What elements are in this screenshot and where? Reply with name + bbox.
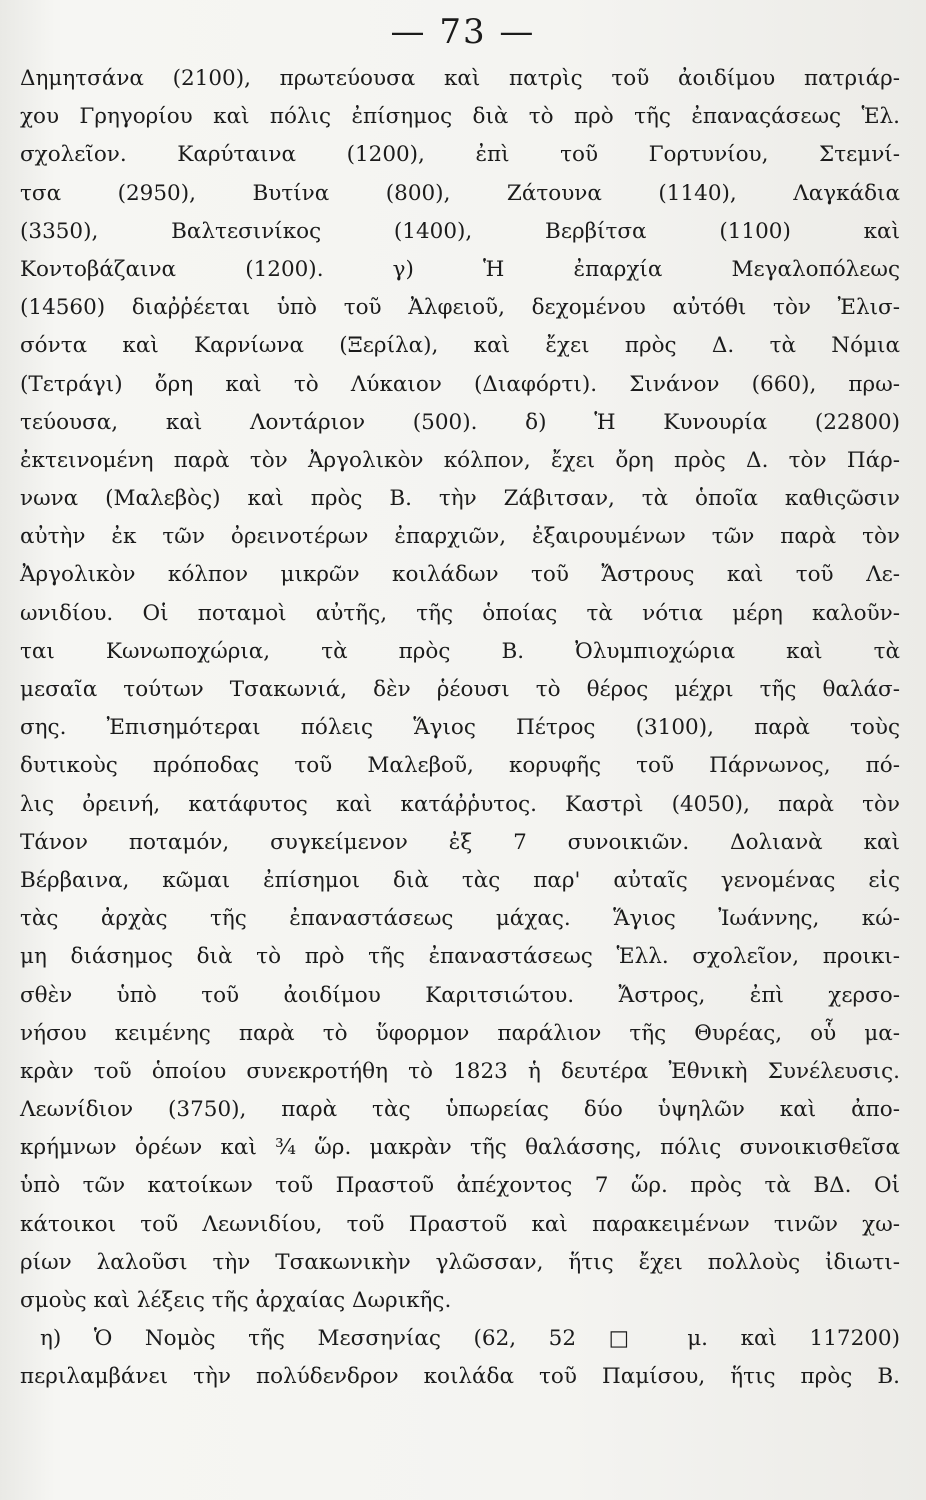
text-line: ὑπὸ τῶν κατοίκων τοῦ Πραστοῦ ἀπέχοντος 7 ὥρ. πρὸς τὰ ΒΔ. Οἱ <box>20 1173 900 1199</box>
text-line: σόντα καὶ Καρνίωνα (Ξερίλα), καὶ ἔχει πρὸς Δ. τὰ Νόμια <box>20 333 900 359</box>
text-line: ωνιδίου. Οἱ ποταμοὶ αὐτῆς, τῆς ὁποίας τὰ νότια μέρη καλοῦν- <box>20 600 900 626</box>
text-line: σθὲν ὑπὸ τοῦ ἀοιδίμου Καριτσιώτου. Ἄστρος, ἐπὶ χερσο- <box>20 982 900 1008</box>
text-line: νωνα (Μαλεβὸς) καὶ πρὸς Β. τὴν Ζάβιτσαν, τὰ ὁποῖα καθιςῶσιν <box>20 486 900 512</box>
text-line: ἐκτεινομένη παρὰ τὸν Ἀργολικὸν κόλπον, ἔχει ὄρη πρὸς Δ. τὸν Πάρ- <box>20 447 900 473</box>
text-line: Λεωνίδιον (3750), παρὰ τὰς ὑπωρείας δύο ὑψηλῶν καὶ ἀπο- <box>20 1097 900 1123</box>
text-line: αὐτὴν ἐκ τῶν ὀρεινοτέρων ἐπαρχιῶν, ἐξαιρουμένων τῶν παρὰ τὸν <box>20 524 900 550</box>
text-line: Κοντοβάζαινα (1200). γ) Ἡ ἐπαρχία Μεγαλοπόλεως <box>20 256 900 282</box>
text-line: κρὰν τοῦ ὁποίου συνεκροτήθη τὸ 1823 ἡ δευτέρα Ἐθνικὴ Συνέλευσις. <box>20 1058 900 1084</box>
text-line: τὰς ἀρχὰς τῆς ἐπαναστάσεως μάχας. Ἅγιος Ἰωάννης, κώ- <box>20 906 900 932</box>
text-line: χου Γρηγορίου καὶ πόλις ἐπίσημος διὰ τὸ πρὸ τῆς ἐπαναςάσεως Ἑλ. <box>20 104 900 130</box>
text-line: Ἀργολικὸν κόλπον μικρῶν κοιλάδων τοῦ Ἄστρους καὶ τοῦ Λε- <box>20 562 900 588</box>
text-line: λις ὀρεινή, κατάφυτος καὶ κατάῤῥυτος. Καστρὶ (4050), παρὰ τὸν <box>20 791 900 817</box>
page-number: — 73 — <box>390 12 536 52</box>
text-line: κρήμνων ὀρέων καὶ ¾ ὥρ. μακρὰν τῆς θαλάσσης, πόλις συνοικισθεῖσα <box>20 1135 900 1161</box>
text-line: σης. Ἐπισημότεραι πόλεις Ἅγιος Πέτρος (3100), παρὰ τοὺς <box>20 715 900 741</box>
text-line: σχολεῖον. Καρύταινα (1200), ἐπὶ τοῦ Γορτυνίου, Στεμνί- <box>20 142 900 168</box>
text-line: νήσου κειμένης παρὰ τὸ ὕφορμον παράλιον τῆς Θυρέας, οὗ μα- <box>20 1020 900 1046</box>
text-body <box>20 60 900 1397</box>
text-line: σμοὺς καὶ λέξεις τῆς ἀρχαίας Δωρικῆς. <box>20 1288 452 1313</box>
text-line: περιλαμβάνει τὴν πολύδενδρον κοιλάδα τοῦ Παμίσου, ἥτις πρὸς Β. <box>20 1364 900 1390</box>
text-line: (Τετράγι) ὄρη καὶ τὸ Λύκαιον (Διαφόρτι). Σινάνον (660), πρω- <box>20 371 900 397</box>
text-line: Βέρβαινα, κῶμαι ἐπίσημοι διὰ τὰς παρ' αὐταῖς γενομένας εἰς <box>20 867 900 893</box>
text-line: ται Κωνωποχώρια, τὰ πρὸς Β. Ὀλυμπιοχώρια καὶ τὰ <box>20 638 900 664</box>
text-line: δυτικοὺς πρόποδας τοῦ Μαλεβοῦ, κορυφῆς τοῦ Πάρνωνος, πό- <box>20 753 900 779</box>
text-line: Τάνον ποταμόν, συγκείμενον ἐξ 7 συνοικιῶν. Δολιανὰ καὶ <box>20 829 900 855</box>
text-line: (14560) διαῤῥέεται ὑπὸ τοῦ Ἀλφειοῦ, δεχομένου αὐτόθι τὸν Ἐλισ- <box>20 295 900 321</box>
text-line: τεύουσα, καὶ Λοντάριον (500). δ) Ἡ Κυνουρία (22800) <box>20 409 900 435</box>
text-line: ρίων λαλοῦσι τὴν Τσακωνικὴν γλῶσσαν, ἥτις ἔχει πολλοὺς ἰδιωτι- <box>20 1249 900 1275</box>
text-line: κάτοικοι τοῦ Λεωνιδίου, τοῦ Πραστοῦ καὶ παρακειμένων τινῶν χω- <box>20 1211 900 1237</box>
text-line: μεσαῖα τούτων Τσακωνιά, δὲν ῥέουσι τὸ θέρος μέχρι τῆς θαλάσ- <box>20 677 900 702</box>
text-line: μη διάσημος διὰ τὸ πρὸ τῆς ἐπαναστάσεως Ἑλλ. σχολεῖον, προικι- <box>20 944 900 970</box>
text-line: τσα (2950), Βυτίνα (800), Ζάτουνα (1140), Λαγκάδια <box>20 180 900 206</box>
text-line: (3350), Βαλτεσινίκος (1400), Βερβίτσα (1100) καὶ <box>20 218 900 244</box>
text-line: η) Ὁ Νομὸς τῆς Μεσσηνίας (62, 52 □ μ. καὶ 117200) <box>40 1326 900 1352</box>
text-line: Δημητσάνα (2100), πρωτεύουσα καὶ πατρὶς τοῦ ἀοιδίμου πατριάρ- <box>20 66 900 91</box>
